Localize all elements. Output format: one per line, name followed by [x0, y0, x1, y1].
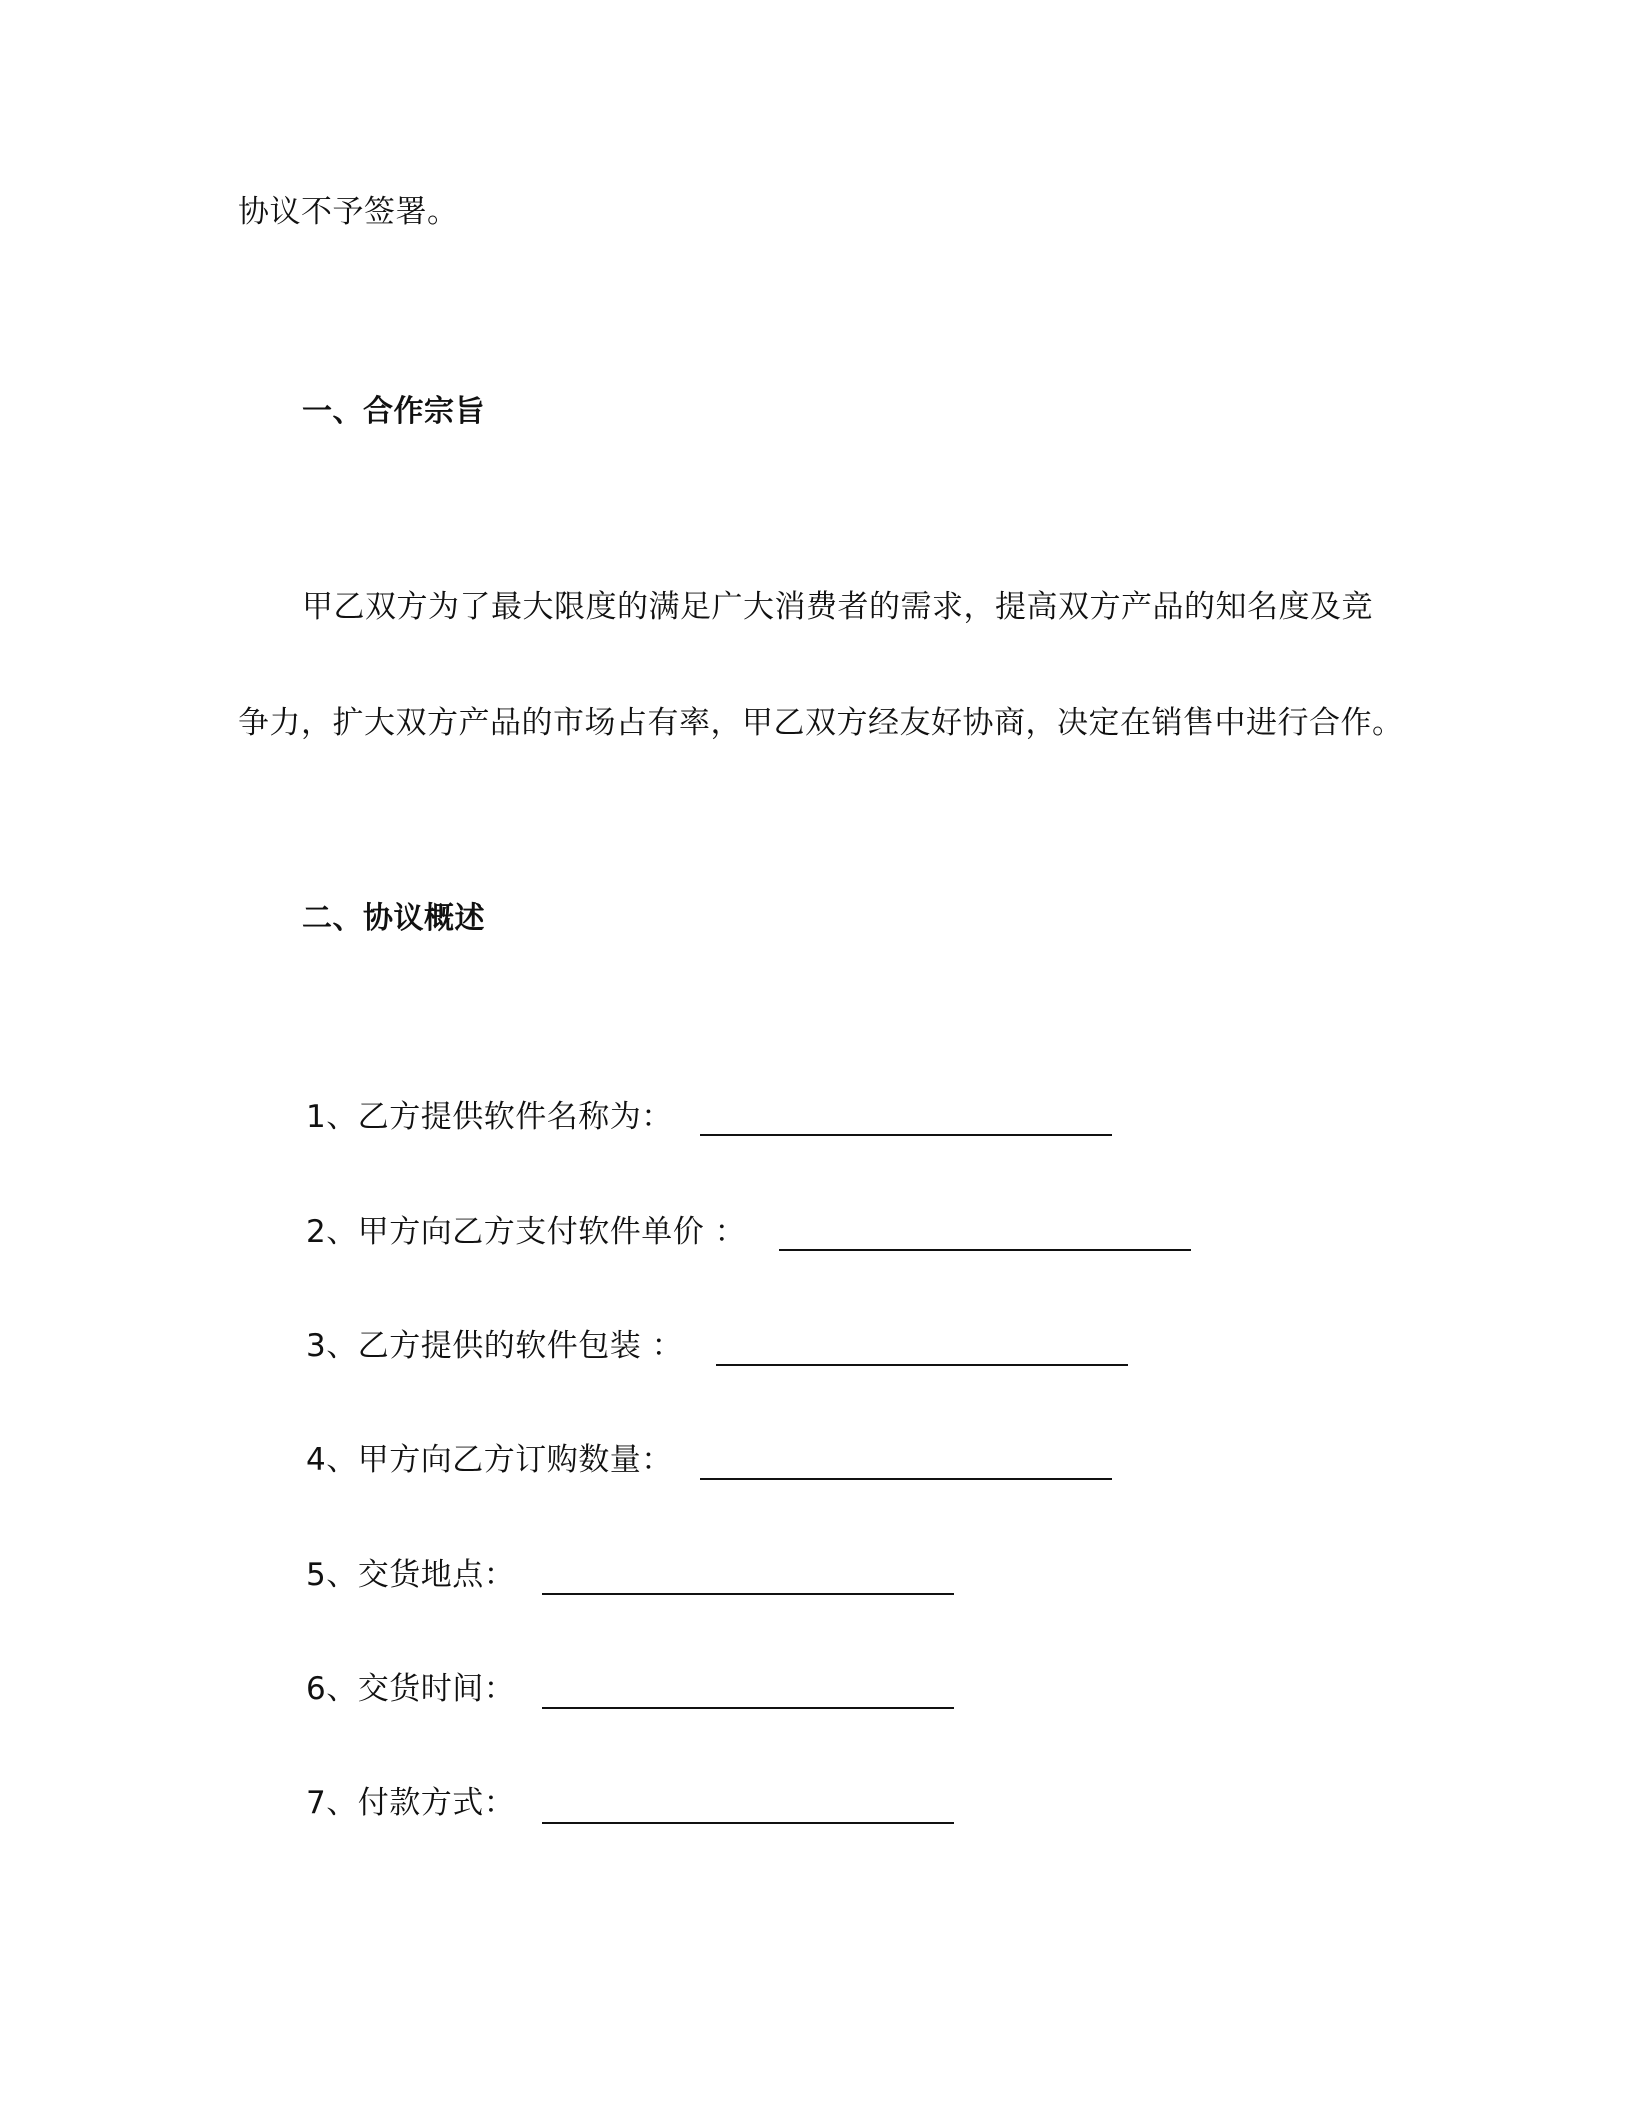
item-2-underline	[779, 1249, 1191, 1251]
item-4-underline	[700, 1478, 1112, 1480]
item-4-value[interactable]	[706, 1440, 1110, 1480]
item-5-label: 5、交货地点：	[306, 1557, 516, 1593]
item-4-label: 4、甲方向乙方订购数量：	[306, 1442, 673, 1478]
item-7-label: 7、付款方式：	[306, 1785, 516, 1821]
item-7-underline	[542, 1822, 954, 1824]
purpose-paragraph-line-2: 争力，扩大双方产品的市场占有率，甲乙双方经友好协商，决定在销售中进行合作。	[238, 705, 1404, 741]
purpose-paragraph-line-1: 甲乙双方为了最大限度的满足广大消费者的需求，提高双方产品的知名度及竞	[302, 589, 1373, 625]
item-3-label: 3、乙方提供的软件包装 ：	[306, 1328, 684, 1364]
continuation-text: 协议不予签署。	[238, 194, 459, 230]
item-7-value[interactable]	[548, 1783, 952, 1823]
item-6-underline	[542, 1707, 954, 1709]
item-5-value[interactable]	[548, 1555, 952, 1595]
item-3-underline	[716, 1364, 1128, 1366]
section-heading-cooperation-purpose: 一、合作宗旨	[302, 394, 485, 429]
item-2-value[interactable]	[784, 1212, 1188, 1252]
item-1-underline	[700, 1134, 1112, 1136]
item-1-label: 1、乙方提供软件名称为：	[306, 1099, 673, 1135]
item-6-value[interactable]	[548, 1669, 952, 1709]
item-6-label: 6、交货时间：	[306, 1671, 516, 1707]
item-5-underline	[542, 1593, 954, 1595]
item-3-value[interactable]	[722, 1326, 1126, 1366]
item-1-value[interactable]	[706, 1097, 1110, 1137]
section-heading-agreement-overview: 二、协议概述	[302, 901, 485, 936]
item-2-label: 2、甲方向乙方支付软件单价 ：	[306, 1214, 747, 1250]
